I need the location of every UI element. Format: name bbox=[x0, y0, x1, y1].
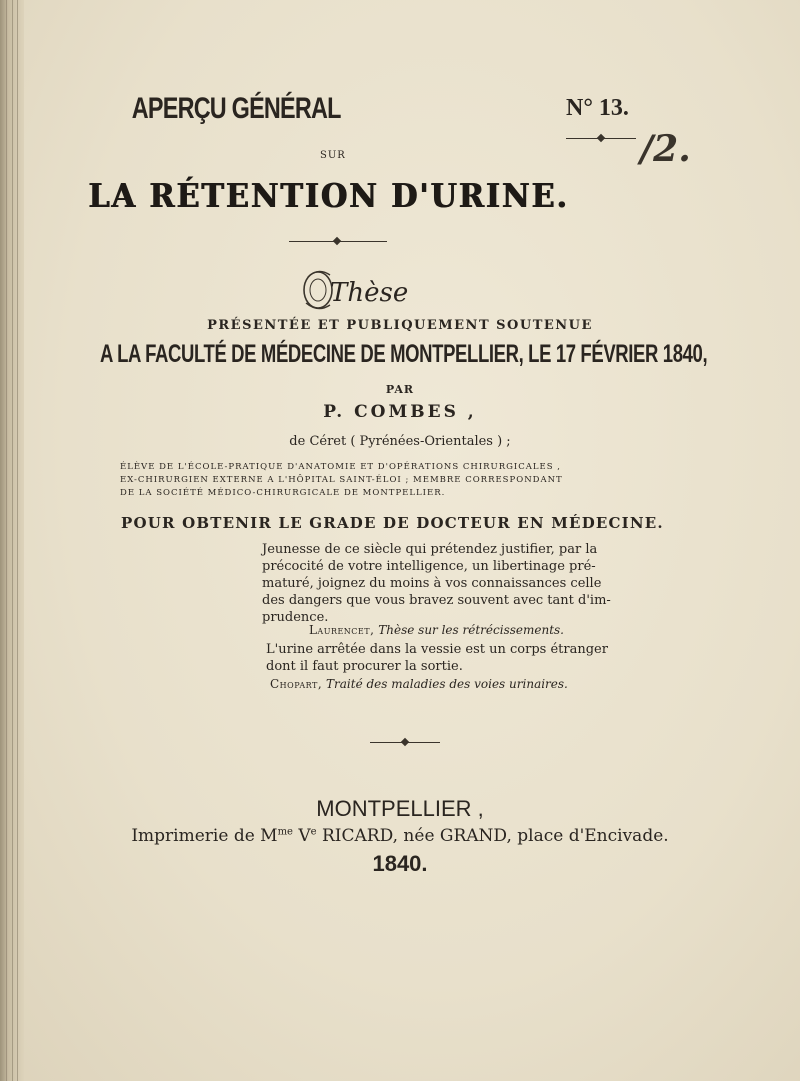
rule-ornament bbox=[401, 738, 409, 746]
these-word: Thèse bbox=[330, 278, 409, 308]
rule-ornament bbox=[597, 134, 605, 142]
epigraph-work: Thèse sur les rétrécissements. bbox=[378, 623, 564, 637]
imprint-year: 1840. bbox=[372, 851, 428, 876]
imprint-city: MONTPELLIER , bbox=[316, 796, 484, 821]
connector-sur: SUR bbox=[320, 150, 346, 161]
epigraph-line: Jeunesse de ce siècle qui prétendez justifier, par la bbox=[262, 542, 598, 557]
degree-line: POUR OBTENIR LE GRADE DE DOCTEUR EN MÉDECINE. bbox=[121, 514, 664, 532]
spine-line bbox=[17, 0, 18, 1081]
author-origin: de Céret ( Pyrénées-Orientales ) ; bbox=[289, 434, 511, 449]
title-line-1: APERÇU GÉNÉRAL bbox=[131, 92, 341, 125]
presented-line: PRÉSENTÉE ET PUBLIQUEMENT SOUTENUE bbox=[207, 318, 593, 333]
epigraph-line: dont il faut procurer la sortie. bbox=[266, 659, 463, 674]
author-name: P. COMBES , bbox=[323, 402, 477, 422]
epigraph-attribution bbox=[270, 677, 568, 691]
title-line-2: LA RÉTENTION D'URINE. bbox=[88, 176, 569, 215]
epigraph-attribution bbox=[309, 623, 564, 637]
printer-v: V bbox=[292, 826, 311, 846]
credential-line: DE LA SOCIÉTÉ MÉDICO-CHIRURGICALE DE MONTPELLIER. bbox=[120, 488, 446, 498]
credential-line: EX-CHIRURGIEN EXTERNE A L'HÔPITAL SAINT-ÉLOI ; MEMBRE CORRESPONDANT bbox=[120, 475, 563, 485]
epigraph-line: L'urine arrêtée dans la vessie est un corps étranger bbox=[266, 642, 608, 657]
credential-line: ÉLÈVE DE L'ÉCOLE-PRATIQUE D'ANATOMIE ET D'OPÉRATIONS CHIRURGICALES , bbox=[120, 462, 561, 472]
faculty-line: A LA FACULTÉ DE MÉDECINE DE MONTPELLIER, LE 17 FÉVRIER 1840, bbox=[100, 340, 708, 368]
epigraph-line: des dangers que vous bravez souvent avec tant d'im- bbox=[262, 593, 611, 608]
spine-line bbox=[12, 0, 13, 1081]
printer-e: e bbox=[310, 826, 317, 838]
epigraph-line: maturé, joignez du moins à vos connaissances celle bbox=[262, 576, 602, 591]
printer-me: me bbox=[277, 826, 293, 838]
epigraph-line: prudence. bbox=[262, 610, 329, 625]
par-label: PAR bbox=[385, 383, 415, 396]
document-number: N° 13. bbox=[566, 95, 629, 121]
spine-line bbox=[6, 0, 7, 1081]
imprint-printer bbox=[0, 826, 800, 846]
handwritten-number: /2. bbox=[640, 128, 691, 170]
printer-rest: RICARD, née GRAND, place d'Encivade. bbox=[316, 826, 669, 846]
epigraph-work: Traité des maladies des voies urinaires. bbox=[326, 677, 568, 691]
epigraph-line: précocité de votre intelligence, un libertinage pré- bbox=[262, 559, 596, 574]
printer-prefix: Imprimerie de M bbox=[131, 826, 278, 846]
epigraph-author: Laurencet, bbox=[308, 623, 375, 637]
epigraph-author: Chopart, bbox=[270, 677, 323, 691]
rule-ornament bbox=[333, 237, 341, 245]
